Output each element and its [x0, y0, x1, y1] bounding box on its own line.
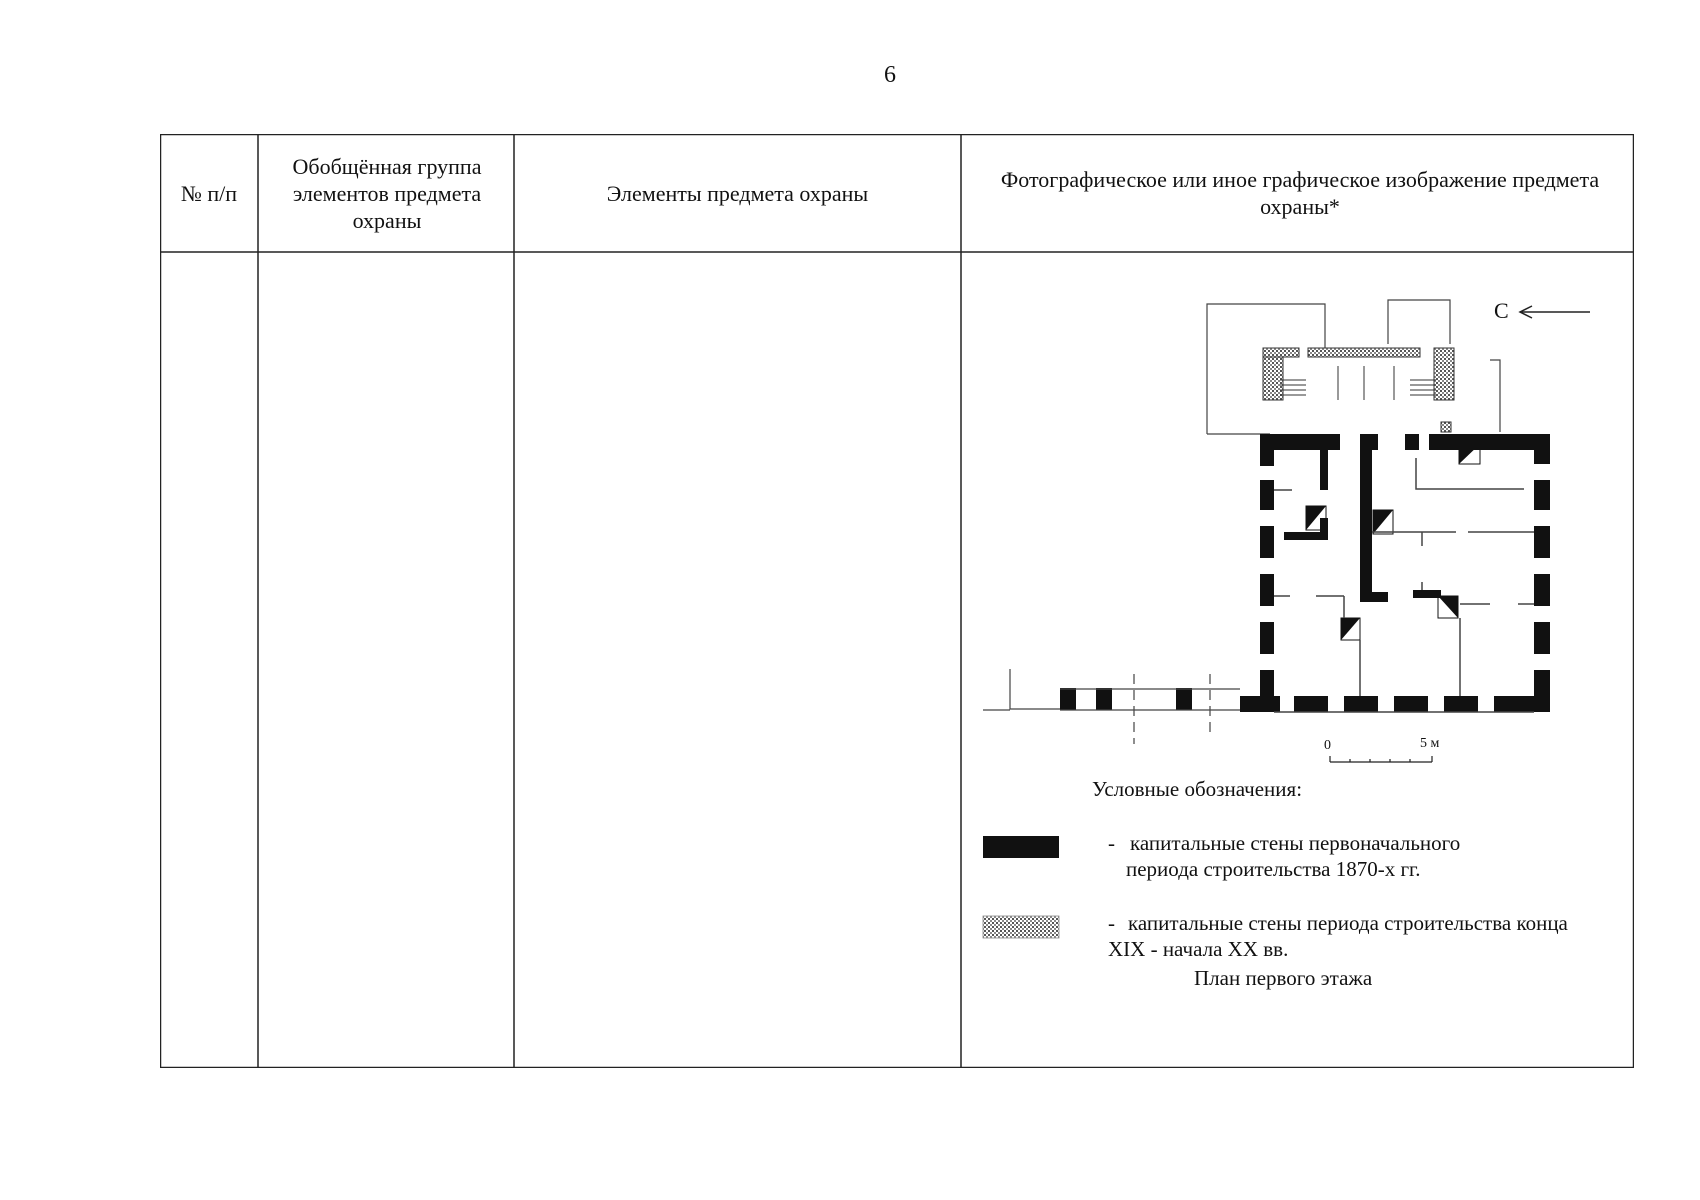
- legend-line-2a: капитальные стены периода строительства конца: [1128, 911, 1568, 935]
- page-number: 6: [884, 62, 896, 88]
- header-elements: Элементы предмета охраны: [606, 180, 869, 206]
- north-mark: С: [1494, 298, 1509, 323]
- legend-title: Условные обозначения:: [1092, 777, 1303, 801]
- header-group: Обобщённая группа элементов предмета охраны: [292, 153, 482, 233]
- partitions: [1274, 458, 1534, 712]
- legend-dash-2: -: [1108, 911, 1115, 935]
- original-walls: [1060, 434, 1550, 712]
- header-number: № п/п: [180, 180, 238, 206]
- legend-dash-1: -: [1108, 831, 1115, 855]
- porch-outline: [1207, 300, 1500, 434]
- legend-line-2b: XIX - начала XX вв.: [1108, 937, 1289, 961]
- stairs: [1280, 366, 1436, 400]
- scale-end: 5 м: [1420, 736, 1440, 751]
- legend-line-1b: периода строительства 1870-х гг.: [1126, 857, 1421, 881]
- protection-subject-table: [160, 134, 1634, 1068]
- legend-line-1a: капитальные стены первоначального: [1130, 831, 1461, 855]
- legend-swatch-later: [983, 916, 1059, 938]
- scale-zero: 0: [1324, 738, 1331, 753]
- plan-caption: План первого этажа: [1194, 966, 1373, 990]
- legend-swatch-original: [983, 836, 1059, 858]
- header-image: Фотографическое или иное графическое изображение предмета охраны*: [1000, 167, 1600, 219]
- scale-bar: [1330, 756, 1432, 762]
